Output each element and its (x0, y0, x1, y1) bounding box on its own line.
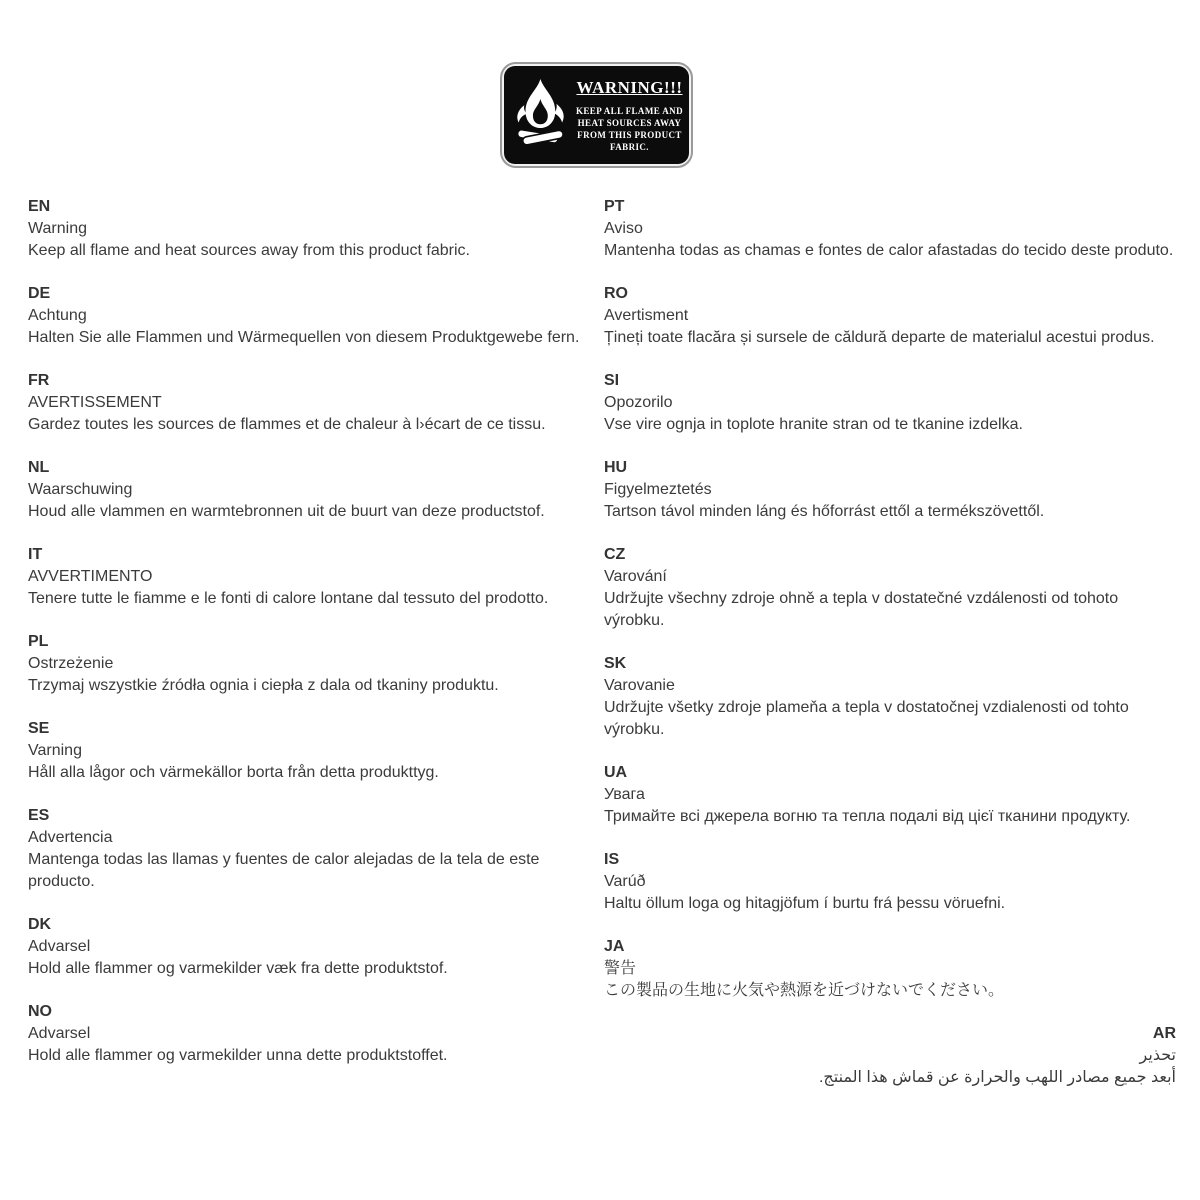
language-block (604, 544, 1176, 632)
language-code: AR (1152, 1025, 1176, 1042)
warning-text: Tenere tutte le fiamme e le fonti di calore lontane dal tessuto del prodotto. (28, 590, 549, 607)
warning-title: Warning (28, 220, 87, 237)
language-code: HU (604, 459, 628, 476)
warning-title: 警告 (604, 960, 637, 977)
language-block (604, 653, 1176, 741)
language-block (604, 196, 1176, 262)
language-code: DE (28, 285, 51, 302)
language-code: UA (604, 764, 628, 781)
campfire-icon (510, 71, 572, 159)
warning-title: Varúð (604, 873, 646, 890)
warning-text: Haltu öllum loga og hitagjöfum í burtu frá þessu vöruefni. (604, 895, 1006, 912)
language-code: PL (28, 633, 49, 650)
language-code: CZ (604, 546, 626, 563)
warning-title: Avertisment (604, 307, 689, 324)
warning-title: Varning (28, 742, 82, 759)
warning-title: AVVERTIMENTO (28, 568, 153, 585)
warning-title: Advarsel (28, 1025, 91, 1042)
language-block (28, 370, 580, 436)
warning-title: Achtung (28, 307, 87, 324)
language-code: JA (604, 938, 625, 955)
warning-badge-title: WARNING!!! (576, 77, 683, 97)
language-code: EN (28, 198, 51, 215)
warning-text: Houd alle vlammen en warmtebronnen uit de buurt van deze productstof. (28, 503, 545, 520)
warning-text: Halten Sie alle Flammen und Wärmequellen von diesem Produktgewebe fern. (28, 329, 580, 346)
warning-title: Waarschuwing (28, 481, 133, 498)
warning-text: Hold alle flammer og varmekilder unna dette produktstoffet. (28, 1047, 448, 1064)
language-block (28, 1001, 580, 1067)
warning-title: Увага (604, 786, 645, 803)
language-code: IT (28, 546, 43, 563)
warning-title: Advarsel (28, 938, 91, 955)
warning-text: Udržujte všetky zdroje plameňa a tepla v dostatočnej vzdialenosti od tohto výrobku. (604, 699, 1129, 738)
language-code: PT (604, 198, 625, 215)
language-block (604, 370, 1176, 436)
language-block (604, 849, 1176, 915)
language-block (28, 283, 580, 349)
language-code: SI (604, 372, 620, 389)
language-code: RO (604, 285, 628, 302)
warning-badge-inner (504, 66, 689, 164)
warning-text: この製品の生地に火気や熱源を近づけないでください。 (604, 982, 1005, 999)
warning-text: Trzymaj wszystkie źródła ognia i ciepła z dala od tkaniny produktu. (28, 677, 499, 694)
warning-title: Opozorilo (604, 394, 673, 411)
warning-badge-line-3: FROM THIS PRODUCT (577, 129, 682, 140)
warning-title: Varovanie (604, 677, 675, 694)
warning-title: Varování (604, 568, 667, 585)
warning-title: Ostrzeżenie (28, 655, 114, 672)
language-code: SE (28, 720, 50, 737)
language-code: IS (604, 851, 620, 868)
warning-title: Figyelmeztetés (604, 481, 712, 498)
warning-text: Udržujte všechny zdroje ohně a tepla v dostatečné vzdálenosti od tohoto výrobku. (604, 590, 1119, 629)
warning-badge-line-1: KEEP ALL FLAME AND (576, 105, 683, 116)
language-block (604, 936, 1176, 1002)
language-code: ES (28, 807, 50, 824)
translations-column-left (28, 196, 580, 1110)
warning-text: Keep all flame and heat sources away from this product fabric. (28, 242, 470, 259)
warning-title: Advertencia (28, 829, 113, 846)
warning-title: Aviso (604, 220, 643, 237)
language-block (604, 1023, 1176, 1089)
language-block (28, 914, 580, 980)
language-code: NL (28, 459, 50, 476)
warning-text: Mantenga todas las llamas y fuentes de calor alejadas de la tela de este producto. (28, 851, 540, 890)
warning-text: Тримайте всі джерела вогню та тепла подалі від цієї тканини продукту. (604, 808, 1131, 825)
warning-badge-text (576, 78, 683, 153)
warning-badge (500, 62, 693, 168)
language-code: DK (28, 916, 52, 933)
language-block (604, 762, 1176, 828)
language-block (604, 457, 1176, 523)
language-block (28, 457, 580, 523)
language-block (28, 805, 580, 893)
warning-text: Håll alla lågor och värmekällor borta från detta produkttyg. (28, 764, 439, 781)
warning-badge-line-2: HEAT SOURCES AWAY (577, 117, 682, 128)
language-block (28, 544, 580, 610)
language-code: FR (28, 372, 50, 389)
language-code: NO (28, 1003, 52, 1020)
warning-text: Hold alle flammer og varmekilder væk fra dette produktstof. (28, 960, 448, 977)
translations-column-right (604, 196, 1176, 1110)
language-block (28, 196, 580, 262)
warning-title: تحذير (1139, 1047, 1176, 1064)
warning-text: Tartson távol minden láng és hőforrást ettől a termékszövettől. (604, 503, 1045, 520)
language-block (604, 283, 1176, 349)
language-code: SK (604, 655, 627, 672)
warning-text: Țineți toate flacăra și sursele de căldură departe de materialul acestui produs. (604, 329, 1155, 346)
warning-badge-line-4: FABRIC. (610, 141, 649, 152)
translations-area (28, 196, 1176, 1110)
warning-text: Vse vire ognja in toplote hranite stran od te tkanine izdelka. (604, 416, 1023, 433)
warning-text: Gardez toutes les sources de flammes et de chaleur à l›écart de ce tissu. (28, 416, 546, 433)
language-block (28, 718, 580, 784)
language-block (28, 631, 580, 697)
warning-text: Mantenha todas as chamas e fontes de calor afastadas do tecido deste produto. (604, 242, 1174, 259)
warning-title: AVERTISSEMENT (28, 394, 162, 411)
warning-text: أبعد جميع مصادر اللهب والحرارة عن قماش هذا المنتج. (818, 1069, 1176, 1086)
